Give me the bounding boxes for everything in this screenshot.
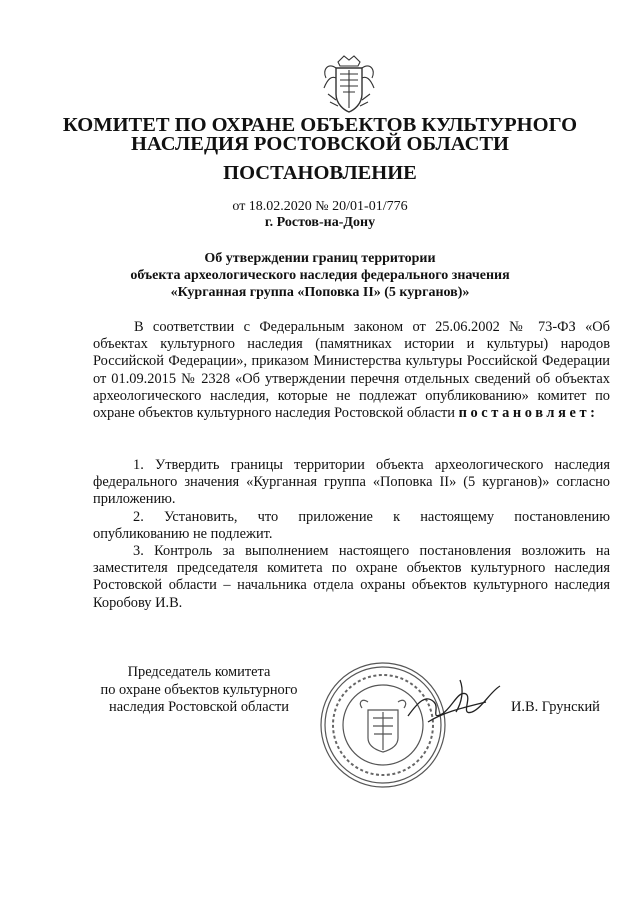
position-line-2: по охране объектов культурного	[100, 681, 298, 698]
item-1: 1. Утвердить границы территории объекта археологического наследия федерального значения «Курганная группа «Поповка II» (5 курганов)» согласно приложению.	[93, 457, 610, 508]
document-type: ПОСТАНОВЛЕНИЕ	[223, 162, 417, 184]
item-2: 2. Установить, что приложение к настоящему постановлению опубликованию не подлежит.	[93, 509, 610, 543]
signatory-position	[93, 664, 305, 717]
signer-name: И.В. Грунский	[511, 699, 600, 715]
coat-of-arms-icon	[318, 48, 380, 116]
organization-name	[0, 116, 640, 154]
position-line-1: Председатель комитета	[127, 664, 271, 680]
org-line-2: НАСЛЕДИЯ РОСТОВСКОЙ ОБЛАСТИ	[130, 133, 510, 155]
city: г. Ростов-на-Дону	[264, 215, 376, 230]
title-line-3: «Курганная группа «Поповка II» (5 курганов)»	[170, 285, 470, 300]
title-line-1: Об утверждении границ территории	[204, 251, 436, 266]
item-3: 3. Контроль за выполнением настоящего постановления возложить на заместителя председателя комитета по охране объектов культурного наследия Ростовской области – начальника отдела охраны объектов культурного наследия Коробову И.В.	[93, 543, 610, 611]
position-line-3: наследия Ростовской области	[109, 699, 289, 716]
title-line-2: объекта археологического наследия федерального значения	[130, 268, 510, 283]
preamble-paragraph	[93, 319, 610, 422]
org-line-1: КОМИТЕТ ПО ОХРАНЕ ОБЪЕКТОВ КУЛЬТУРНОГО	[62, 114, 578, 136]
preamble-keyword: постановляет:	[458, 405, 599, 422]
handwritten-signature-icon	[400, 672, 510, 732]
document-title	[0, 250, 640, 301]
date-number: от 18.02.2020 № 20/01-01/776	[232, 199, 408, 214]
preamble-text: В соответствии с Федеральным законом от 25.06.2002 № 73-ФЗ «Об объектах культурного наследия (памятниках истории и культуры) народов Российской Федерации», приказом Министерства культуры Российской Федерации от 01.09.2015 № 2328 «Об утверждении перечня отдельных сведений об объектах археологического наследия, которые не подлежат опубликованию» комитет по охране объектов культурного наследия Ростовской области	[93, 319, 610, 422]
